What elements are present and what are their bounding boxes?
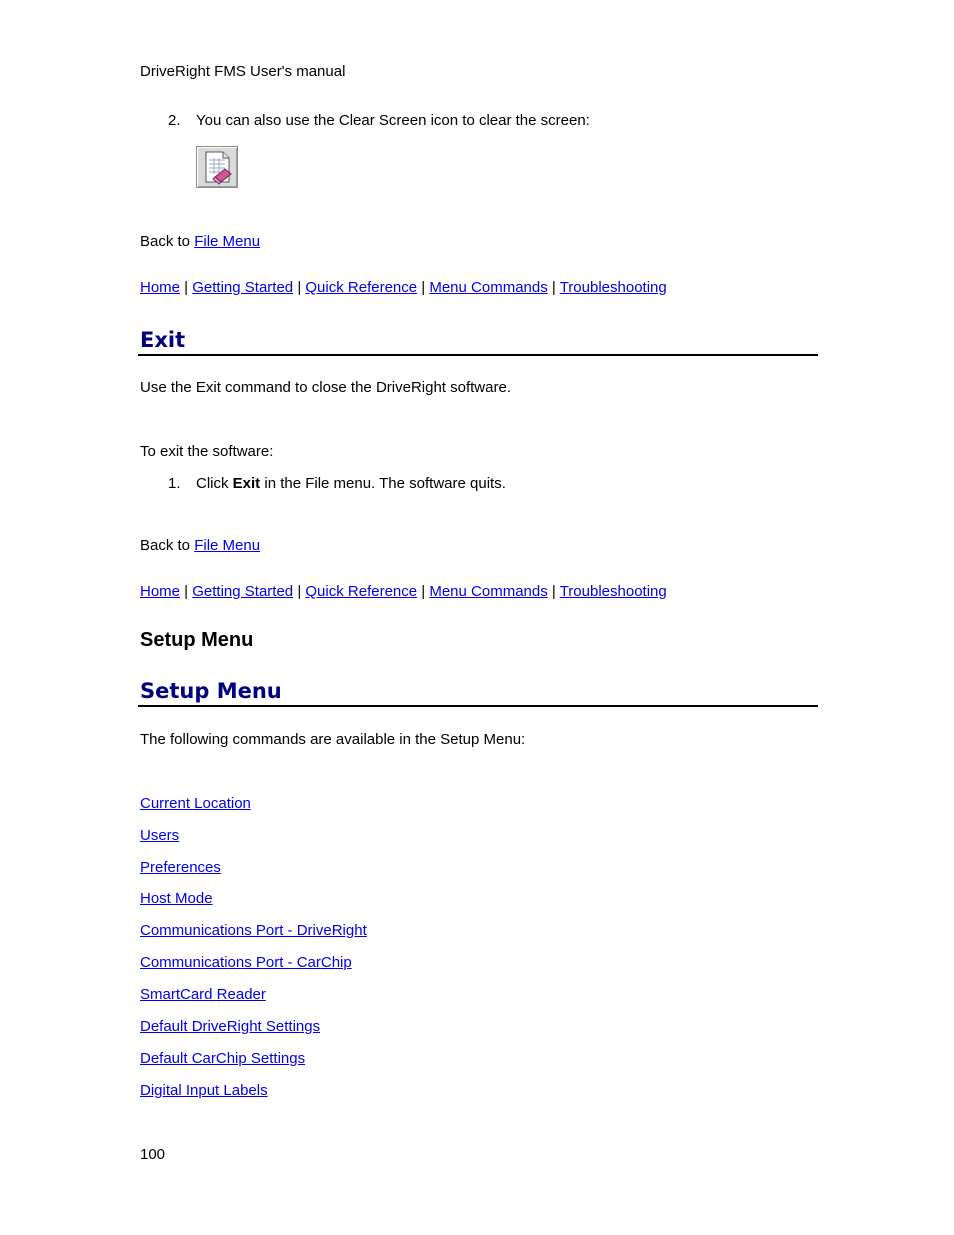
setup-link-smartcard-reader[interactable]: SmartCard Reader — [140, 986, 266, 1003]
setup-link-digital-input-labels[interactable]: Digital Input Labels — [140, 1082, 268, 1099]
exit-heading: Exit — [138, 327, 818, 356]
nav-separator: | — [417, 583, 430, 600]
nav-separator: | — [417, 279, 430, 296]
nav-quick-reference-link[interactable]: Quick Reference — [305, 583, 418, 600]
file-menu-link[interactable]: File Menu — [194, 537, 261, 554]
setup-link-host-mode[interactable]: Host Mode — [140, 890, 213, 907]
nav-links — [140, 279, 667, 296]
nav-separator: | — [180, 583, 193, 600]
nav-getting-started-link[interactable]: Getting Started — [192, 583, 294, 600]
exit-step-number: 1. — [168, 475, 181, 492]
exit-intro: Use the Exit command to close the DriveRight software. — [140, 379, 511, 396]
step-number: 2. — [168, 112, 181, 129]
exit-step-pre: Click — [196, 475, 233, 492]
setup-link-default-driveright-settings[interactable]: Default DriveRight Settings — [140, 1018, 321, 1035]
back-to-prefix: Back to — [140, 233, 195, 250]
file-menu-link[interactable]: File Menu — [194, 233, 261, 250]
nav-quick-reference-link[interactable]: Quick Reference — [305, 279, 418, 296]
nav-separator: | — [180, 279, 193, 296]
nav-menu-commands-link[interactable]: Menu Commands — [429, 583, 548, 600]
nav-separator: | — [293, 279, 306, 296]
page-number: 100 — [140, 1146, 166, 1163]
manual-title: DriveRight FMS User's manual — [140, 63, 346, 80]
nav-separator: | — [547, 583, 560, 600]
back-to-file-menu — [140, 233, 260, 250]
setup-link-default-carchip-settings[interactable]: Default CarChip Settings — [140, 1050, 306, 1067]
back-to-file-menu — [140, 537, 260, 554]
setup-link-comm-port-driveright[interactable]: Communications Port - DriveRight — [140, 922, 367, 939]
clear-screen-icon[interactable] — [196, 146, 238, 188]
setup-link-comm-port-carchip[interactable]: Communications Port - CarChip — [140, 954, 352, 971]
nav-separator: | — [547, 279, 560, 296]
exit-step-bold: Exit — [232, 475, 261, 492]
setup-link-current-location[interactable]: Current Location — [140, 795, 251, 812]
setup-menu-intro: The following commands are available in the Setup Menu: — [140, 731, 526, 748]
back-to-prefix: Back to — [140, 537, 195, 554]
clear-screen-icon-graphic — [197, 147, 237, 187]
nav-separator: | — [293, 583, 306, 600]
exit-step-post: in the File menu. The software quits. — [260, 475, 506, 492]
setup-menu-heading: Setup Menu — [138, 678, 818, 707]
nav-links — [140, 583, 667, 600]
nav-troubleshooting-link[interactable]: Troubleshooting — [559, 279, 667, 296]
setup-link-preferences[interactable]: Preferences — [140, 859, 221, 876]
exit-to-exit: To exit the software: — [140, 443, 274, 460]
nav-home-link[interactable]: Home — [140, 583, 181, 600]
nav-menu-commands-link[interactable]: Menu Commands — [429, 279, 548, 296]
setup-menu-plain-heading: Setup Menu — [140, 629, 254, 651]
exit-step-text — [196, 475, 506, 492]
nav-getting-started-link[interactable]: Getting Started — [192, 279, 294, 296]
nav-troubleshooting-link[interactable]: Troubleshooting — [559, 583, 667, 600]
nav-home-link[interactable]: Home — [140, 279, 181, 296]
step-text: You can also use the Clear Screen icon to clear the screen: — [196, 112, 590, 129]
setup-link-users[interactable]: Users — [140, 827, 180, 844]
